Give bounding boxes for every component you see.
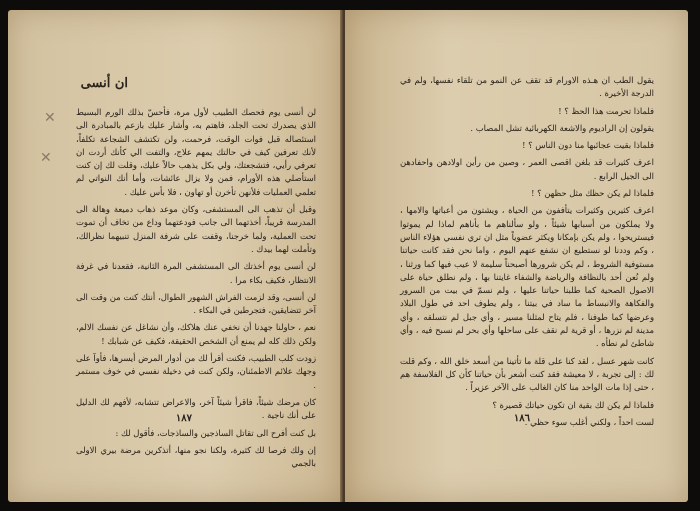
paragraph: كانت شهر عسل ، لقد كنا على قلة ما تأتينا من أسعد خلق الله ، وكم قلت لك : إلى تجربة ، لا معيشة فقد كنت أشعر بأن حياتنا كأن كل الفلاسفة هم ، حتى إذا مات الواحد منا كان الغالب على الآخر عزيراً .	[400, 355, 654, 393]
paragraph: كان مرضك شيئاً، فاقرأ شيئاً آخر، والاعراض تتشابه، لأفهم لك الدليل على أنك ناجية .	[76, 396, 316, 421]
paragraph: فلماذا لم يكن لك بقية ان تكون حياتك قصيرة ؟	[492, 399, 654, 410]
paragraph: وقبل أن تذهب الى المستشفى، وكان موعد ذهاب دميعة وهالة الى المدرسة قريباً، أخذتهما الى جانب فودعتهما وداع من تخاف أن تموت تحت العملية، ولما خرجنا، وقفت على شرفة المنزل تنبيهما نظرالك، وتأملت لهما بيدك .	[76, 204, 316, 254]
left-page-text	[76, 106, 316, 474]
page-number: ١٨٦	[513, 413, 530, 424]
right-page	[345, 10, 688, 502]
paragraph: يقولون إن الراديوم والاشعة الكهربائية تشل المصاب .	[470, 122, 654, 133]
paragraph: اعرف كثيرات قد بلغن اقصى العمر ، وصين من رأين اولادهن واحفادهن الى الجيل الرابع .	[400, 157, 654, 181]
left-page	[8, 10, 342, 502]
paragraph: لست احداً ، ولكني أغلب سوء حظي .	[524, 416, 654, 427]
paragraph: لن أنسى يوم أخذتك الى المستشفى المرة الثانية، فقعدنا في غرفة الانتظار، فكيف بكاء مرا .	[76, 261, 316, 285]
margin-x-mark-icon: ✕	[40, 150, 52, 166]
right-page-text	[400, 74, 654, 433]
paragraph: اعرف كثيرين وكثيرات يتأففون من الحياة ، ويشتون من أعباتها والامها ، ولا يملكون من أسبابها شيئاً ، ولو سألناهم ما بأناهم لماذا لم يموتوا فيستريحوا ، ولم يكن بإمكانا ويكثر عضوياً مثل ان تري نفسي هؤلاء الناس ، وكم وددنا لو نستطيع ان نشفع عنهم اليوم ، واما نحن فقد كانت حياتنا مستوفية الشروط ، لم يكن شرورها أصبحناً سليمة لا عيب فيها كما ورثنا ، ولم نُعن أحد بالنظافة والرياضة والشفاء غايتنا بها ، ولم نطلق حياة على الاصول الصحية كما طلبنا حياتنا عليها ، ولم نسمّ في بيت من السرور والفكاهة والانبساط ما ساد في بيتنا ، ولم يطوف احد في طول البلاد وعرضها كما طوفنا ، فلم يتاح لمثلنا مسير ، وأي جبل لم نتسلقه ، وأي مدينة لم نزرها ، أو قرية لم نقف على ساحلها وأي بحر لم نسبح فيه ، وأي شاطئ لم نطأه .	[400, 205, 654, 349]
chapter-title: ان أنسى	[80, 76, 128, 91]
paragraph: يقول الطب ان هـذه الاورام قد تقف عن النمو من تلقاء نفسها، ولم في الدرجة الأخيرة .	[400, 75, 654, 99]
paragraph: إن ولك فرصا لك كثيرة، ولكنا نجو منها، أتذكرين مرضة بيري الاولى بالجمي	[76, 444, 316, 469]
paragraph: فلماذا تحرمت هذا الحظ ؟ !	[558, 105, 654, 116]
paragraph: بل كنت أفرح الى تقاتل الساذجين والساذجات، فأقول لك :	[115, 427, 316, 438]
paragraph: نعم ، حاولنا جهدنا أن نخفي عنك هلاكك، وأن نشاغل عن نفسك الالم، ولكن ذلك كله لم يمنع أن الشخص الحقيقة، فكيف عن شبابك !	[76, 322, 316, 346]
paragraph: زودت كلب الطبيب، فكنت أقرأ لك من أدوار المرض أيسرها، فأوآ على وجهك علائم الاطمئنان، ولكن كنت في دخيلة نفسي في خوف مستمر .	[76, 353, 316, 390]
paragraph: فلماذا بقيت عجائبها منا دون الناس ؟ !	[522, 140, 654, 151]
paragraph: لن أنسى، وقد لزمت الفراش الشهور الطوال، أنتك كنت من وقت الى آخر تتضايقين، فتجرطين في البكاء .	[76, 291, 316, 316]
paragraph: لن أنسى يوم فحصك الطبيب لأول مرة، فأحسّ بذلك الورم البسيط الذي يصدرك تحت الجلد، فاهتم به، وأشار عليك بازعم بالمبادرة الى استئصاله قبل فوات الوقت، فرحمت، ولن تكتشف الشجاعة تكلفاً، لأنك تعرفين كيف في حالتك يمهم علاج، والتفت الي كأنك أردت ان تعرفي رأيي، فتشجعتك، ولي بكل يذهب حالاً عليك، وقلت لك إن كنت استأصلي هذه الأورام، فمن ولا يزال عائشات، وأما أنك النواتي لم تعلمي العمليات فلأنهن تأخرن أو تهاون ، فلا بأس عليك .	[76, 107, 316, 197]
margin-x-mark-icon: ✕	[44, 110, 56, 126]
page-number: ١٨٧	[175, 413, 192, 424]
book-spread	[8, 10, 688, 502]
paragraph: فلماذا لم يكن حظك مثل حظهن ؟ !	[531, 188, 654, 199]
